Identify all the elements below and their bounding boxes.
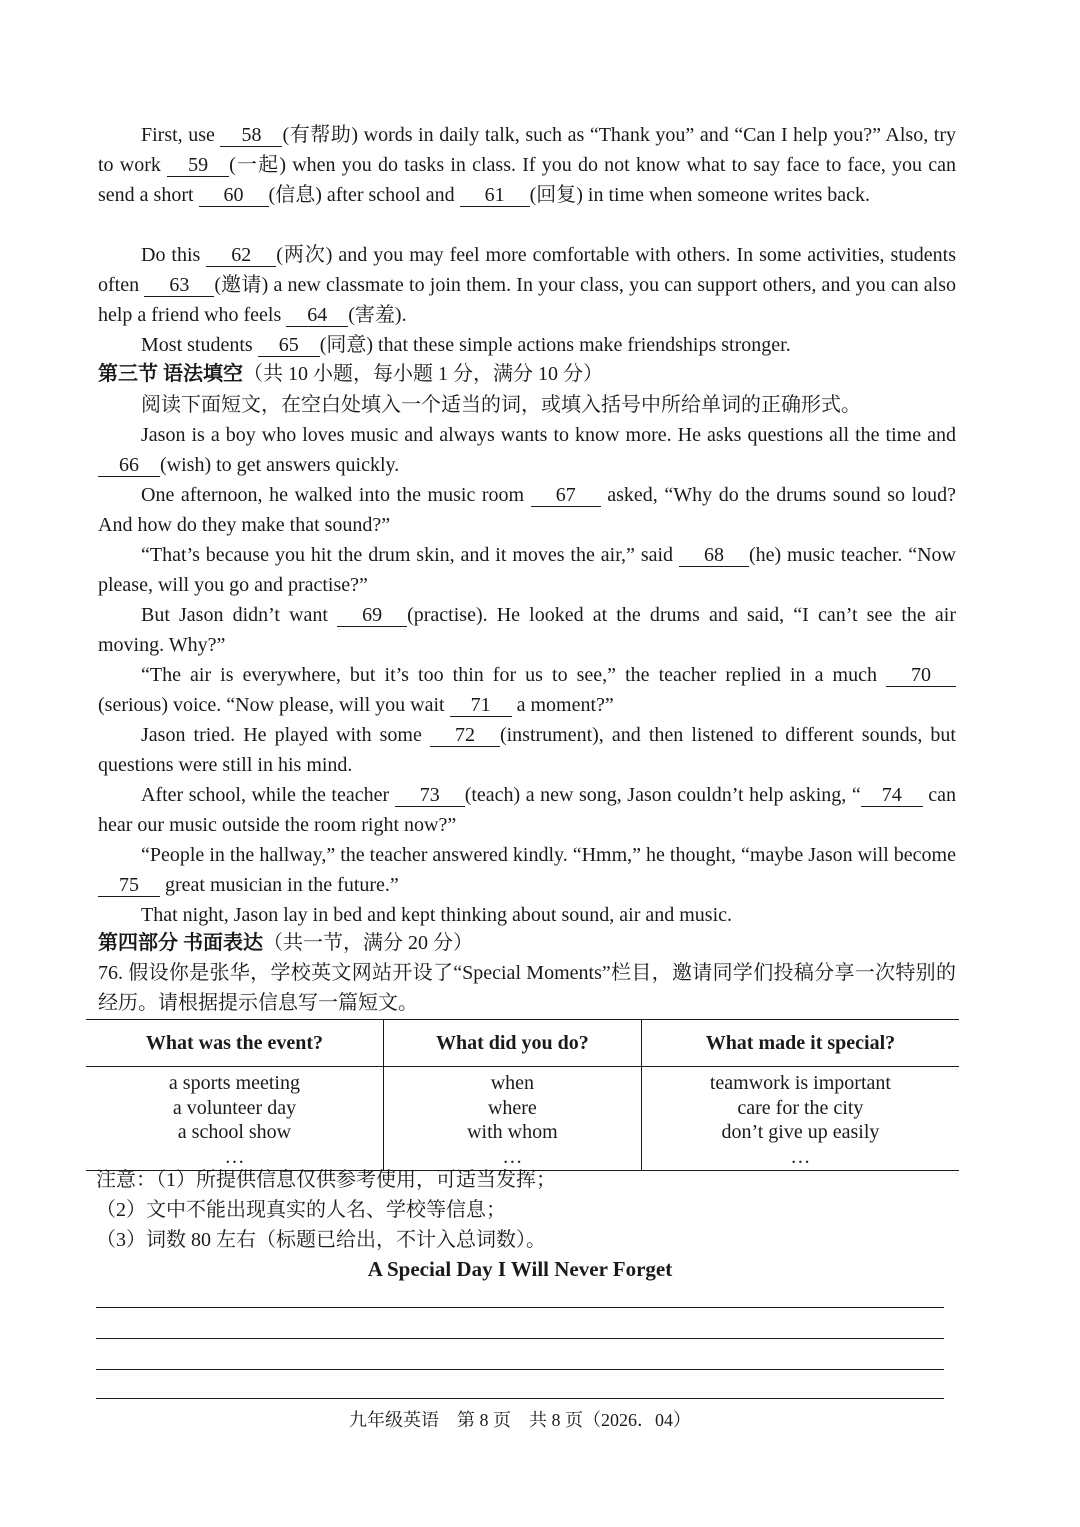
- note: （3）词数 80 左右（标题已给出，不计入总词数）。: [96, 1229, 546, 1251]
- paragraph: “That’s because you hit the drum skin, and it moves the air,” said 68 (he) music teacher. “Now please, will you go and practise?”: [98, 544, 956, 596]
- instruction: 阅读下面短文，在空白处填入一个适当的词，或填入括号中所给单词的正确形式。: [141, 394, 861, 416]
- answer-blank-70[interactable]: 70: [886, 664, 956, 687]
- essay-title: A Special Day I Will Never Forget: [367, 1257, 673, 1281]
- answer-blank-72[interactable]: 72: [430, 724, 500, 747]
- paragraph: Most students 65 (同意) that these simple actions make friendships stronger.: [141, 334, 791, 356]
- paragraph: Jason tried. He played with some 72 (instrument), and then listened to different sounds, but questions were still in his mind.: [98, 724, 956, 776]
- answer-blank-59[interactable]: 59: [167, 154, 229, 177]
- answer-blank-65[interactable]: 65: [258, 334, 320, 357]
- writing-line[interactable]: [96, 1369, 944, 1370]
- answer-blank-71[interactable]: 71: [450, 694, 512, 717]
- answer-blank-68[interactable]: 68: [679, 544, 749, 567]
- table-cell: teamwork is important care for the city don’t give up easily …: [641, 1067, 959, 1171]
- answer-blank-69[interactable]: 69: [337, 604, 407, 627]
- answer-blank-63[interactable]: 63: [144, 274, 214, 297]
- answer-blank-61[interactable]: 61: [460, 184, 530, 207]
- paragraph: “People in the hallway,” the teacher answered kindly. “Hmm,” he thought, “maybe Jason will become 75 great musician in the future.”: [98, 840, 956, 900]
- paragraph: But Jason didn’t want 69 (practise). He looked at the drums and said, “I can’t see the air moving. Why?”: [98, 604, 956, 656]
- writing-line[interactable]: [96, 1338, 944, 1339]
- answer-blank-60[interactable]: 60: [199, 184, 269, 207]
- table-cell: a sports meeting a volunteer day a school show …: [86, 1067, 383, 1171]
- paragraph: After school, while the teacher 73 (teach) a new song, Jason couldn’t help asking, “ 74 can hear our music outside the room right now?”: [98, 784, 957, 836]
- page-footer: 九年级英语 第 8 页 共 8 页（2026．04）: [349, 1410, 691, 1430]
- answer-blank-67[interactable]: 67: [531, 484, 601, 507]
- table-header: What was the event?: [86, 1020, 383, 1067]
- section-heading: 第三节 语法填空（共 10 小题，每小题 1 分，满分 10 分）: [98, 363, 603, 385]
- table-header: What did you do?: [383, 1020, 641, 1067]
- note: 注意：（1）所提供信息仅供参考使用，可适当发挥；: [96, 1169, 556, 1191]
- answer-blank-73[interactable]: 73: [395, 784, 465, 807]
- writing-line[interactable]: [96, 1398, 944, 1399]
- writing-prompt: 76. 假设你是张华，学校英文网站开设了“Special Moments”栏目，邀请同学们投稿分享一次特别的经历。请根据提示信息写一篇短文。: [98, 962, 956, 1014]
- part-heading: 第四部分 书面表达（共一节，满分 20 分）: [98, 932, 473, 954]
- answer-blank-62[interactable]: 62: [206, 244, 276, 267]
- answer-blank-66[interactable]: 66: [98, 454, 160, 477]
- note: （2）文中不能出现真实的人名、学校等信息；: [96, 1199, 506, 1221]
- paragraph: Jason is a boy who loves music and always wants to know more. He asks questions all the time and 66 (wish) to get answers quickly.: [98, 420, 956, 480]
- answer-blank-74[interactable]: 74: [861, 784, 923, 807]
- paragraph: “The air is everywhere, but it’s too thin for us to see,” the teacher replied in a much 70 (serious) voice. “Now please, will you wait 71 a moment?”: [98, 660, 956, 720]
- paragraph: Do this 62 (两次) and you may feel more comfortable with others. In some activities, students often 63 (邀请) a new classmate to join them. In your class, you can support others, and you can also help a friend who feels 64 (害羞).: [98, 244, 957, 326]
- answer-blank-75[interactable]: 75: [98, 874, 160, 897]
- answer-blank-64[interactable]: 64: [286, 304, 348, 327]
- table-cell: when where with whom …: [383, 1067, 641, 1171]
- table-header: What made it special?: [641, 1020, 959, 1067]
- paragraph: One afternoon, he walked into the music room 67 asked, “Why do the drums sound so loud? And how do they make that sound?”: [98, 484, 956, 536]
- paragraph: That night, Jason lay in bed and kept thinking about sound, air and music.: [141, 904, 733, 926]
- writing-line[interactable]: [96, 1307, 944, 1308]
- answer-blank-58[interactable]: 58: [220, 124, 282, 147]
- paragraph: First, use 58 (有帮助) words in daily talk, such as “Thank you” and “Can I help you?” Also, try to work 59 (一起) when you do tasks in class. If you do not know what to say face to face, you can send a short 60 (信息) after school and 61 (回复) in time when someone writes back.: [98, 124, 956, 206]
- info-table: [86, 1019, 959, 1171]
